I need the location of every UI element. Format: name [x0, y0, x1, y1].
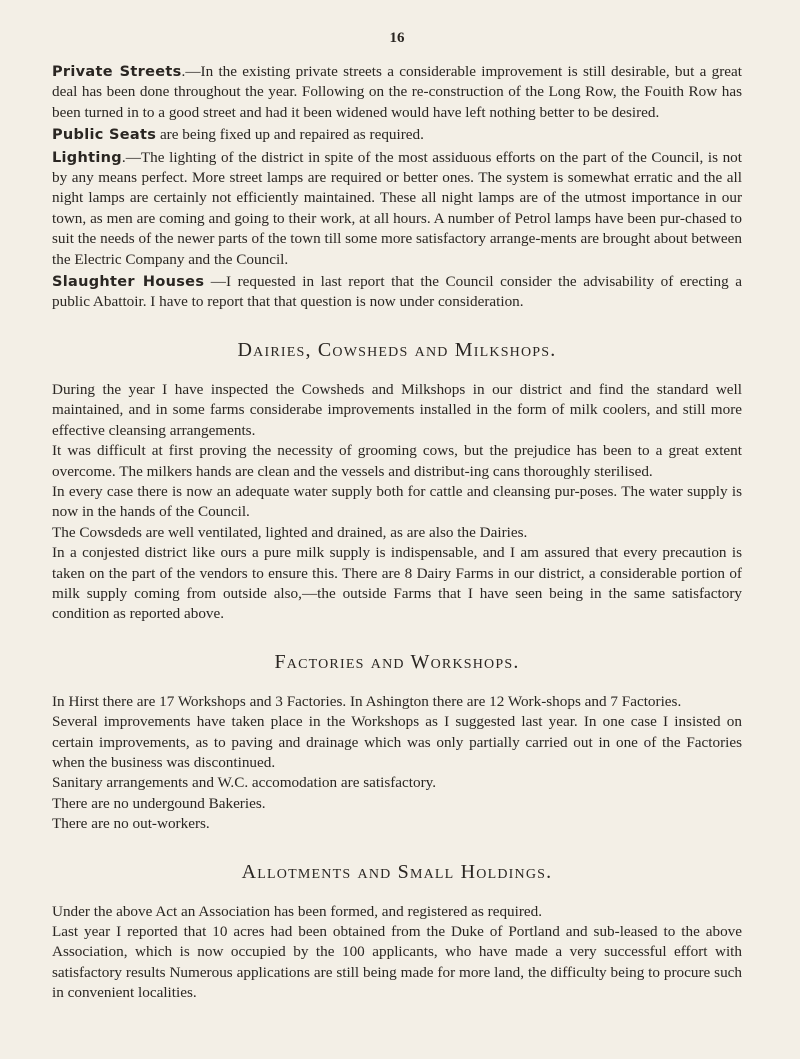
- factories-paragraph: In Hirst there are 17 Workshops and 3 Factories. In Ashington there are 12 Work-shops and 7 Factories.: [52, 692, 682, 710]
- page-number: 16: [389, 30, 405, 46]
- public-seats-paragraph: [52, 125, 742, 145]
- lighting-paragraph: [52, 148, 742, 270]
- dairies-paragraph: During the year I have inspected the Cowsheds and Milkshops in our district and find the standard well maintained, and in some farms considerabe improvements installed in the form of milk coolers, and still more effective cleansing arrangements.: [52, 380, 742, 439]
- private-streets-paragraph: [52, 62, 742, 123]
- private-streets-heading: Private Streets: [52, 64, 182, 80]
- private-streets-text: .—In the existing private streets a considerable improvement is still desirable, but a great deal has been done throughout the year. Following on the re-construction of the Long Row, the Fouith Row has been turned in to a good street and had it been widened would have left nothing better to be desired.: [52, 63, 742, 121]
- page-content: [52, 62, 742, 1004]
- dairies-paragraph: In every case there is now an adequate water supply both for cattle and cleansing pur-poses. The water supply is now in the hands of the Council.: [52, 482, 742, 521]
- factories-paragraph: Sanitary arrangements and W.C. accomodation are satisfactory.: [52, 774, 437, 792]
- factories-heading: Factories and Workshops.: [274, 650, 520, 673]
- factories-paragraph: There are no out-workers.: [52, 815, 210, 833]
- lighting-heading: Lighting: [52, 149, 122, 166]
- factories-paragraph: Several improvements have taken place in the Workshops as I suggested last year. In one case I insisted on certain improvements, as to paving and drainage which was only partially carried out in one of the Factories when the business was discontinued.: [52, 713, 742, 771]
- dairies-paragraph: In a conjested district like ours a pure milk supply is indispensable, and I am assured that every precaution is taken on the part of the vendors to ensure this. There are 8 Dairy Farms in our district, a considerable portion of milk supply coming from outside also,—the outside Farms that I have seen being in the same satisfactory condition as reported above.: [52, 544, 742, 623]
- allotments-paragraph: Last year I reported that 10 acres had been obtained from the Duke of Portland and sub-leased to the above Association, which is now occupied by the 100 applicants, who have made a very successful effort with satisfactory results Numerous applications are still being made for more land, the difficulty being to procure such in convenient localities.: [52, 923, 742, 1002]
- dairies-paragraph: The Cowsdeds are well ventilated, lighted and drained, as are also the Dairies.: [52, 523, 528, 541]
- public-seats-heading: Public Seats: [52, 127, 157, 144]
- dairies-paragraph: It was difficult at first proving the necessity of grooming cows, but the prejudice has been to a great extent overcome. The milkers hands are clean and the vessels and distribut-ing cans thoroughly sterilised.: [52, 442, 742, 480]
- dairies-heading: Dairies, Cowsheds and Milkshops.: [237, 338, 557, 361]
- allotments-heading: Allotments and Small Holdings.: [241, 860, 553, 883]
- slaughter-houses-paragraph: [52, 272, 742, 313]
- slaughter-houses-heading: Slaughter Houses: [52, 274, 205, 291]
- factories-paragraph: There are no undergound Bakeries.: [52, 794, 266, 812]
- public-seats-text: are being fixed up and repaired as required.: [156, 126, 424, 144]
- lighting-text: .—The lighting of the district in spite of the most assiduous efforts on the part of the Council, is not by any means perfect. More street lamps are required or better ones. The system is somewhat erratic and the all night lamps are certainly not efficiently maintained. These all night lamps are of the utmost importance in our town, as men are coming and going to their work, at all hours. A number of Petrol lamps have been pur-chased to suit the needs of the newer parts of the town till some more satisfactory arrange-ments are brought about between the Electric Company and the Council.: [52, 148, 742, 268]
- slaughter-houses-text: —I requested in last report that the Council consider the advisability of erecting a public Abattoir. I have to report that that question is now under consideration.: [52, 273, 742, 311]
- allotments-paragraph: Under the above Act an Association has been formed, and registered as required.: [52, 902, 543, 920]
